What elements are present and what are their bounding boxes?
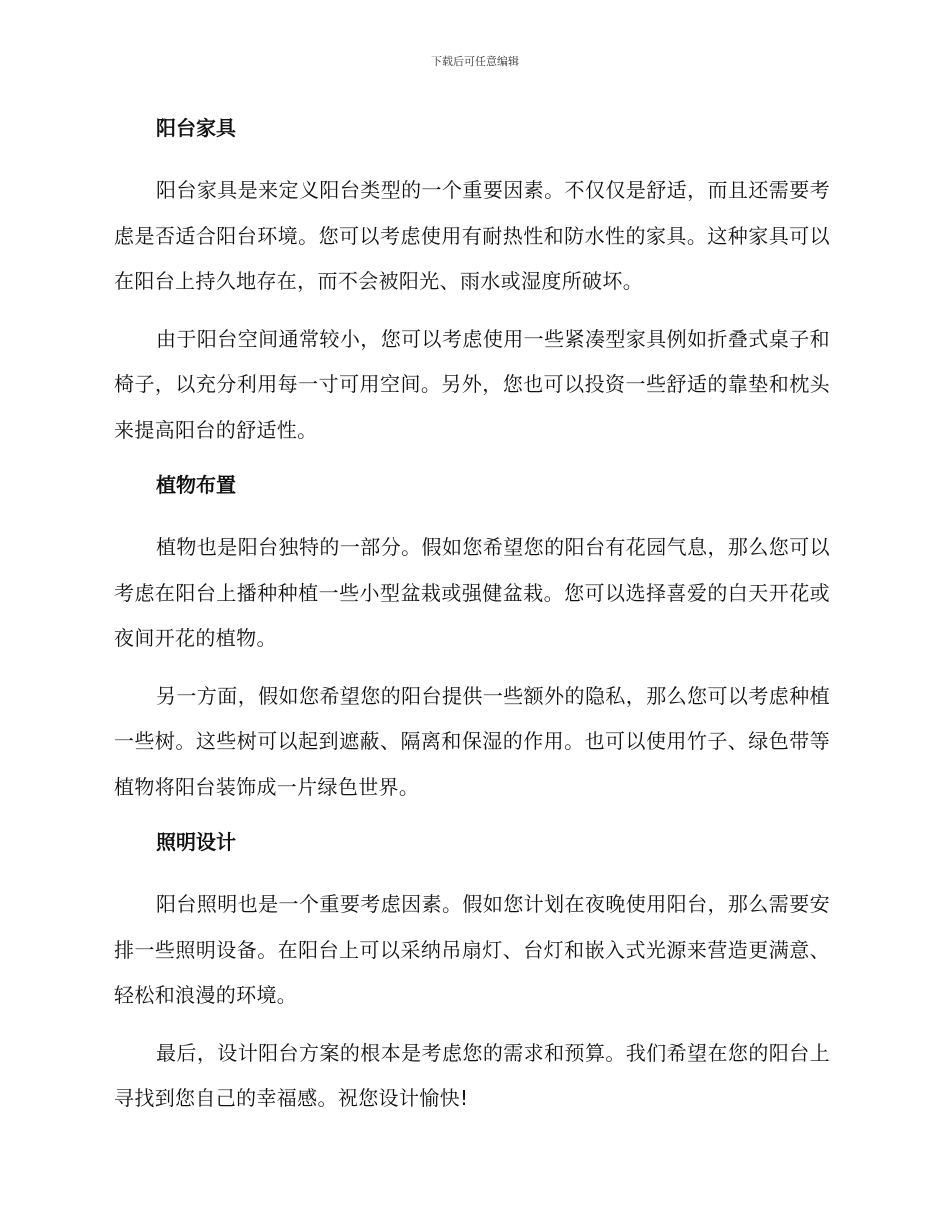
section-lighting — [114, 826, 830, 1122]
section-furniture — [114, 112, 830, 453]
section-heading: 照明设计 — [156, 830, 236, 854]
section-plants — [114, 469, 830, 810]
paragraph: 另一方面，假如您希望您的阳台提供一些额外的隐私，那么您可以考虑种植一些树。这些树可以起到遮蔽、隔离和保湿的作用。也可以使用竹子、绿色带等植物将阳台装饰成一片绿色世界。 — [114, 683, 830, 799]
section-heading: 植物布置 — [156, 473, 236, 497]
paragraph: 由于阳台空间通常较小，您可以考虑使用一些紧凑型家具例如折叠式桌子和椅子，以充分利用每一寸可用空间。另外，您也可以投资一些舒适的靠垫和枕头来提高阳台的舒适性。 — [114, 326, 830, 442]
document-body — [114, 112, 830, 1122]
paragraph: 阳台家具是来定义阳台类型的一个重要因素。不仅仅是舒适，而且还需要考虑是否适合阳台环境。您可以考虑使用有耐热性和防水性的家具。这种家具可以在阳台上持久地存在，而不会被阳光、雨水或湿度所破坏。 — [114, 178, 830, 293]
paragraph: 阳台照明也是一个重要考虑因素。假如您计划在夜晚使用阳台，那么需要安排一些照明设备。在阳台上可以采纳吊扇灯、台灯和嵌入式光源来营造更满意、轻松和浪漫的环境。 — [114, 892, 830, 1007]
paragraph: 植物也是阳台独特的一部分。假如您希望您的阳台有花园气息，那么您可以考虑在阳台上播种种植一些小型盆栽或强健盆栽。您可以选择喜爱的白天开花或夜间开花的植物。 — [114, 535, 830, 650]
paragraph: 最后，设计阳台方案的根本是考虑您的需求和预算。我们希望在您的阳台上寻找到您自己的幸福感。祝您设计愉快! — [114, 1040, 830, 1110]
page-header: 下载后可任意编辑 — [431, 55, 519, 68]
section-heading: 阳台家具 — [156, 116, 236, 140]
